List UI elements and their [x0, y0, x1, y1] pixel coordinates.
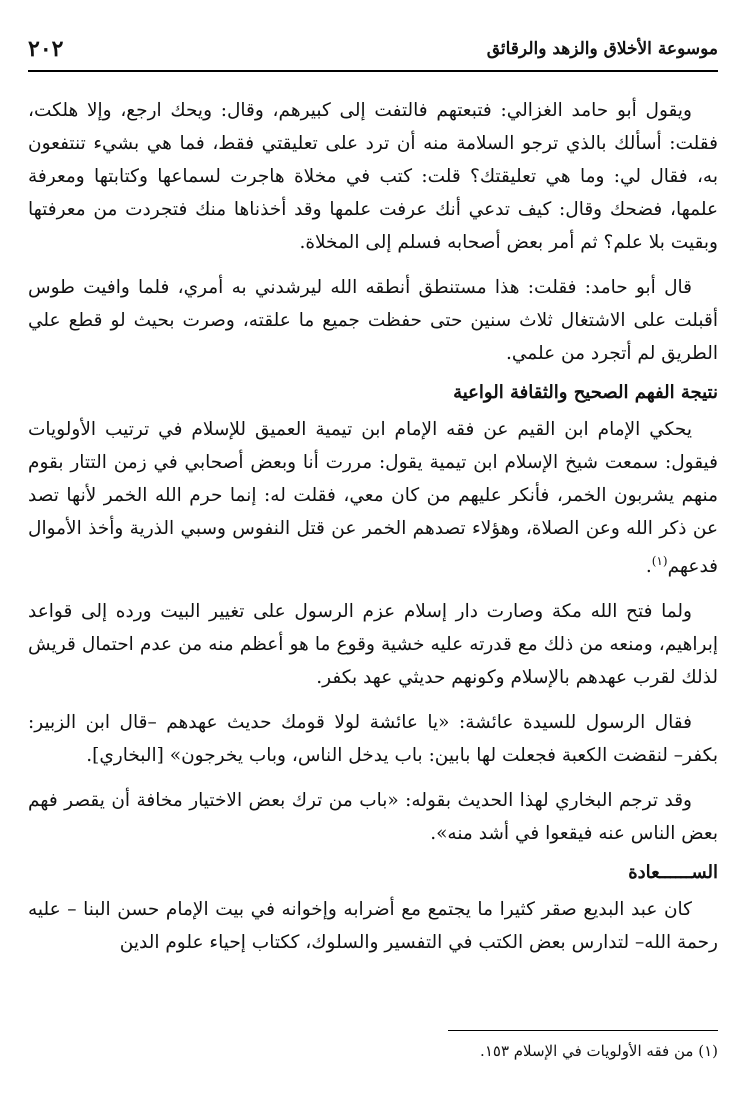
footnote-ref: (١) [651, 554, 668, 568]
paragraph-aisha-hadith [28, 706, 718, 772]
page-body [28, 94, 718, 971]
running-title: موسوعة الأخلاق والزهد والرقائق [486, 39, 718, 59]
paragraph-ibn-taymiyyah-text: يحكي الإمام ابن القيم عن فقه الإمام ابن تيمية العميق للإسلام في ترتيب الأولويات فيقول: سمعت شيخ الإسلام ابن تيمية يقول: مررت أنا وبعض أصحابي في زمن التتار بقوم منهم يشربون الخمر، فأنكر عليهم من كان معي، فقلت له: إنما حرم الله الخمر لأنها تصد عن ذكر الله وعن الصلاة، وهؤلاء تصدهم الخمر عن قتل النفوس وسبي الذرية وأخذ الأموال فدعهم [28, 419, 718, 578]
page-header [28, 28, 718, 72]
footnote-divider [448, 1030, 718, 1031]
paragraph-abdul-badi: كان عبد البديع صقر كثيرا ما يجتمع مع أضرابه وإخوانه في بيت الإمام حسن البنا – عليه رحمة الله– لتدارس بعض الكتب في التفسير والسلوك، ككتاب إحياء علوم الدين [28, 899, 718, 954]
page-number: ٢٠٢ [28, 36, 64, 62]
hadith-source: [البخاري]. [86, 745, 164, 767]
section-heading-understanding: نتيجة الفهم الصحيح والثقافة الواعية [453, 382, 718, 403]
footnote: (١) من فقه الأولويات في الإسلام ١٥٣. [480, 1042, 718, 1060]
paragraph-makkah: ولما فتح الله مكة وصارت دار إسلام عزم الرسول على تغيير البيت ورده إلى قواعد إبراهيم، ومنعه من ذلك مع قدرته عليه خشية وقوع ما هو أعظم منه من عدم احتمال قريش لذلك لقرب عهدهم بالإسلام وكونهم حديثي عهد بكفر. [28, 601, 718, 689]
section-heading-happiness: الســــــعادة [628, 862, 718, 884]
paragraph-abu-hamid: قال أبو حامد: فقلت: هذا مستنطق أنطقه الله ليرشدني به أمري، فلما وافيت طوس أقبلت على الاشتغال ثلاث سنين حتى حفظت جميع ما علقته، وصرت بحيث لو قطع علي الطريق لم أتجرد من علمي. [28, 277, 718, 364]
paragraph-bukhari-chapter: وقد ترجم البخاري لهذا الحديث بقوله: «باب من ترك بعض الاختيار مخافة أن يقصر فهم بعض الناس عنه فيقعوا في أشد منه». [28, 790, 718, 845]
paragraph-ghazali-story: ويقول أبو حامد الغزالي: فتبعتهم فالتفت إلى كبيرهم، وقال: ويحك ارجع، وإلا هلكت، فقلت: أسألك بالذي ترجو السلامة منه أن ترد على تعليقتي فقط، فما هي بشيء تنتفعون به، فقال لي: وما هي تعليقتك؟ قلت: كتب في مخلاة هاجرت لسماعها وكتابتها ومعرفة علمها، فضحك وقال: كيف تدعي أنك عرفت علمها وقد أخذناها منك فتجردت من معرفتها وبقيت بلا علم؟ ثم أمر بعض أصحابه فسلم إلى المخلاة. [28, 100, 718, 253]
paragraph-ibn-taymiyyah: يحكي الإمام ابن القيم عن فقه الإمام ابن تيمية العميق للإسلام في ترتيب الأولويات فيقول: سمعت شيخ الإسلام ابن تيمية يقول: مررت أنا وبعض أصحابي في زمن التتار بقوم منهم يشربون الخمر، فأنكر عليهم من كان معي، فقلت له: إنما حرم الله الخمر لأنها تصد عن ذكر الله وعن الصلاة، وهؤلاء تصدهم الخمر عن قتل النفوس وسبي الذرية وأخذ الأموال فدعهم$^{(١)}$. [28, 419, 718, 578]
hadith-text: فقال الرسول للسيدة عائشة: «يا عائشة لولا قومك حديث عهدهم –قال ابن الزبير: بكفر– لنقضت الكعبة فجعلت لها بابين: باب يدخل الناس، وباب يخرجون» [28, 712, 718, 767]
book-page [28, 20, 718, 1080]
